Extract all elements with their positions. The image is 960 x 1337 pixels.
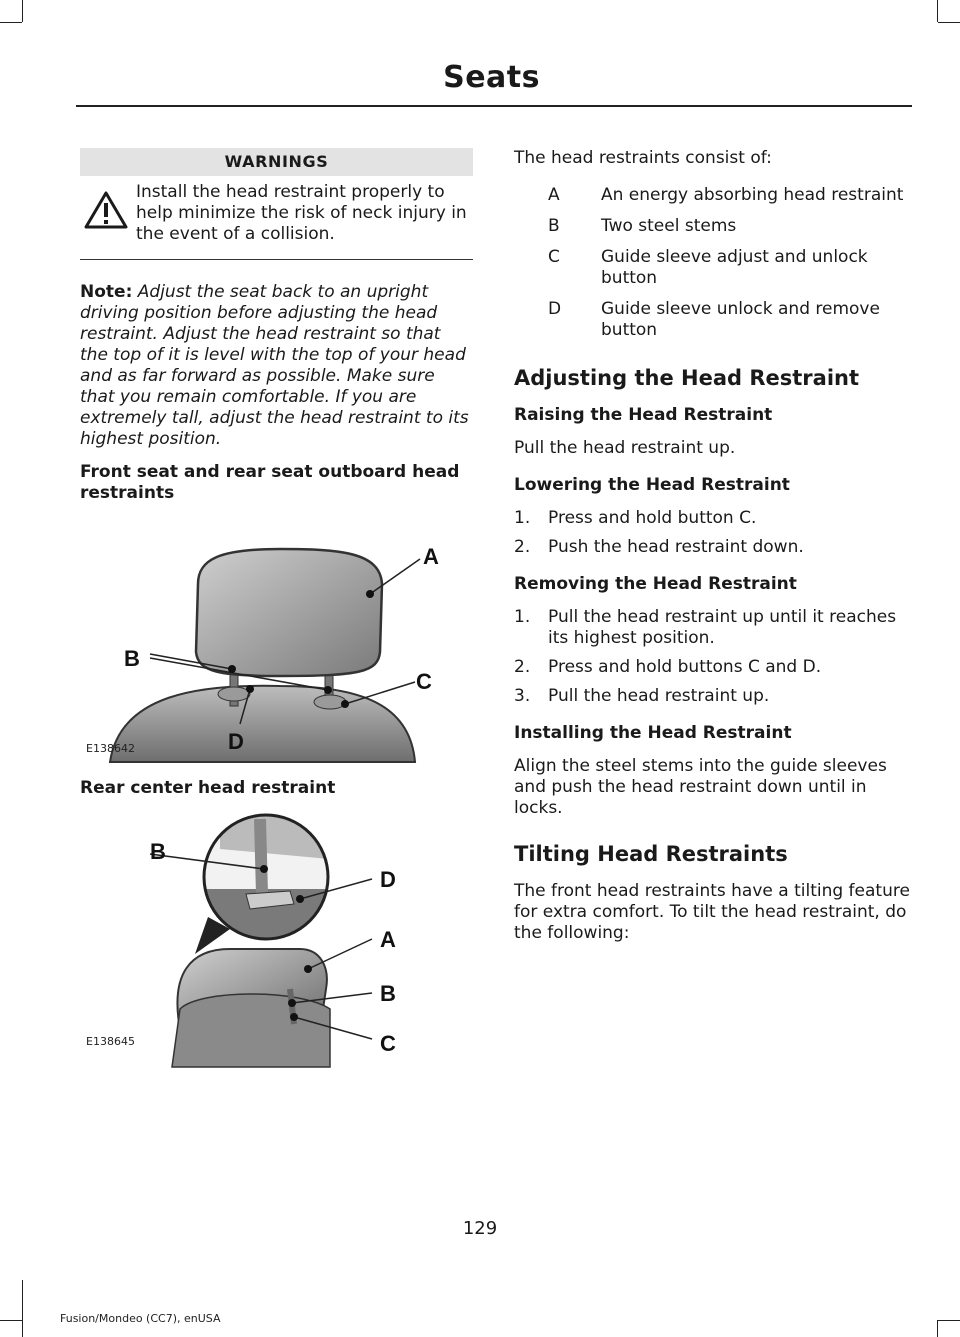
list-value: An energy absorbing head restraint (601, 185, 904, 205)
step-number: 2. (514, 537, 531, 557)
callout-label-b-top: B (150, 839, 166, 864)
crop-mark (0, 22, 22, 23)
crop-mark (938, 22, 960, 23)
crop-mark (937, 1320, 938, 1337)
step-text: Press and hold button C. (548, 508, 757, 528)
list-key: C (548, 247, 560, 267)
callout-label-b: B (124, 646, 140, 671)
list-item (514, 247, 910, 289)
step-number: 1. (514, 508, 531, 528)
note-label: Note: (80, 282, 133, 302)
right-column (514, 148, 910, 944)
callout-label-c: C (416, 669, 432, 694)
front-head-restraint-illustration (80, 504, 473, 772)
warning-divider (80, 259, 473, 260)
list-key: A (548, 185, 560, 205)
step-number: 2. (514, 657, 531, 677)
installing-heading: Installing the Head Restraint (514, 723, 792, 743)
adjusting-heading: Adjusting the Head Restraint (514, 366, 860, 390)
list-item (514, 216, 910, 237)
raising-heading: Raising the Head Restraint (514, 405, 773, 425)
callout-label-b: B (380, 981, 396, 1006)
warnings-heading: WARNINGS (80, 148, 473, 176)
list-value: Guide sleeve adjust and unlock button (601, 247, 868, 288)
page-title: Seats (443, 60, 540, 95)
note-paragraph (80, 282, 473, 450)
left-column (80, 148, 473, 1069)
list-item (514, 299, 910, 341)
note-text: Adjust the seat back to an upright driving position before adjusting the head restraint. Adjust the head restraint so that the top of it is level with the top of your head and as far forward as possible. Make sure that you remain comfortable. If you are extremely tall, adjust the head restraint to its highest position. (80, 282, 469, 449)
step-number: 3. (514, 686, 531, 706)
removing-heading: Removing the Head Restraint (514, 574, 797, 594)
tilting-text: The front head restraints have a tilting feature for extra comfort. To tilt the head restraint, do the following: (514, 881, 910, 943)
page-number: 129 (462, 1218, 498, 1239)
footer-model: Fusion/Mondeo (CC7), enUSA (60, 1312, 221, 1325)
warning-box (80, 176, 473, 255)
consist-intro: The head restraints consist of: (514, 148, 772, 168)
header-divider (76, 105, 912, 107)
callout-label-d: D (228, 729, 244, 754)
list-item (514, 508, 910, 529)
rear-head-restraint-illustration (80, 799, 473, 1069)
crop-mark (22, 1280, 23, 1337)
figure-code: E138642 (86, 742, 135, 755)
tilting-heading: Tilting Head Restraints (514, 842, 788, 866)
step-text: Press and hold buttons C and D. (548, 657, 822, 677)
callout-label-a: A (423, 544, 439, 569)
front-head-restraint-figure (80, 504, 473, 772)
crop-mark (22, 0, 23, 22)
step-text: Push the head restraint down. (548, 537, 804, 557)
callout-label-a: A (380, 927, 396, 952)
installing-text: Align the steel stems into the guide sleeves and push the head restraint down until in locks. (514, 756, 887, 818)
list-item (514, 607, 910, 649)
list-item (514, 657, 910, 678)
step-text: Pull the head restraint up. (548, 686, 770, 706)
rear-center-heading: Rear center head restraint (80, 778, 336, 798)
list-item (514, 537, 910, 558)
list-item (514, 686, 910, 707)
list-value: Two steel stems (601, 216, 737, 236)
lowering-heading: Lowering the Head Restraint (514, 475, 790, 495)
crop-mark (937, 0, 938, 22)
list-key: D (548, 299, 562, 319)
callout-label-d: D (380, 867, 396, 892)
crop-mark (0, 1320, 22, 1321)
step-number: 1. (514, 607, 531, 627)
step-text: Pull the head restraint up until it reaches its highest position. (548, 607, 897, 648)
list-key: B (548, 216, 560, 236)
front-restraints-heading: Front seat and rear seat outboard head restraints (80, 462, 460, 503)
crop-mark (938, 1320, 960, 1321)
list-item (514, 185, 910, 206)
rear-head-restraint-figure (80, 799, 473, 1069)
raising-text: Pull the head restraint up. (514, 438, 736, 458)
warning-text: Install the head restraint properly to help minimize the risk of neck injury in the event of a collision. (136, 182, 467, 244)
figure-code: E138645 (86, 1035, 135, 1048)
warning-triangle-icon (84, 190, 128, 230)
list-value: Guide sleeve unlock and remove button (601, 299, 880, 340)
callout-label-c: C (380, 1031, 396, 1056)
